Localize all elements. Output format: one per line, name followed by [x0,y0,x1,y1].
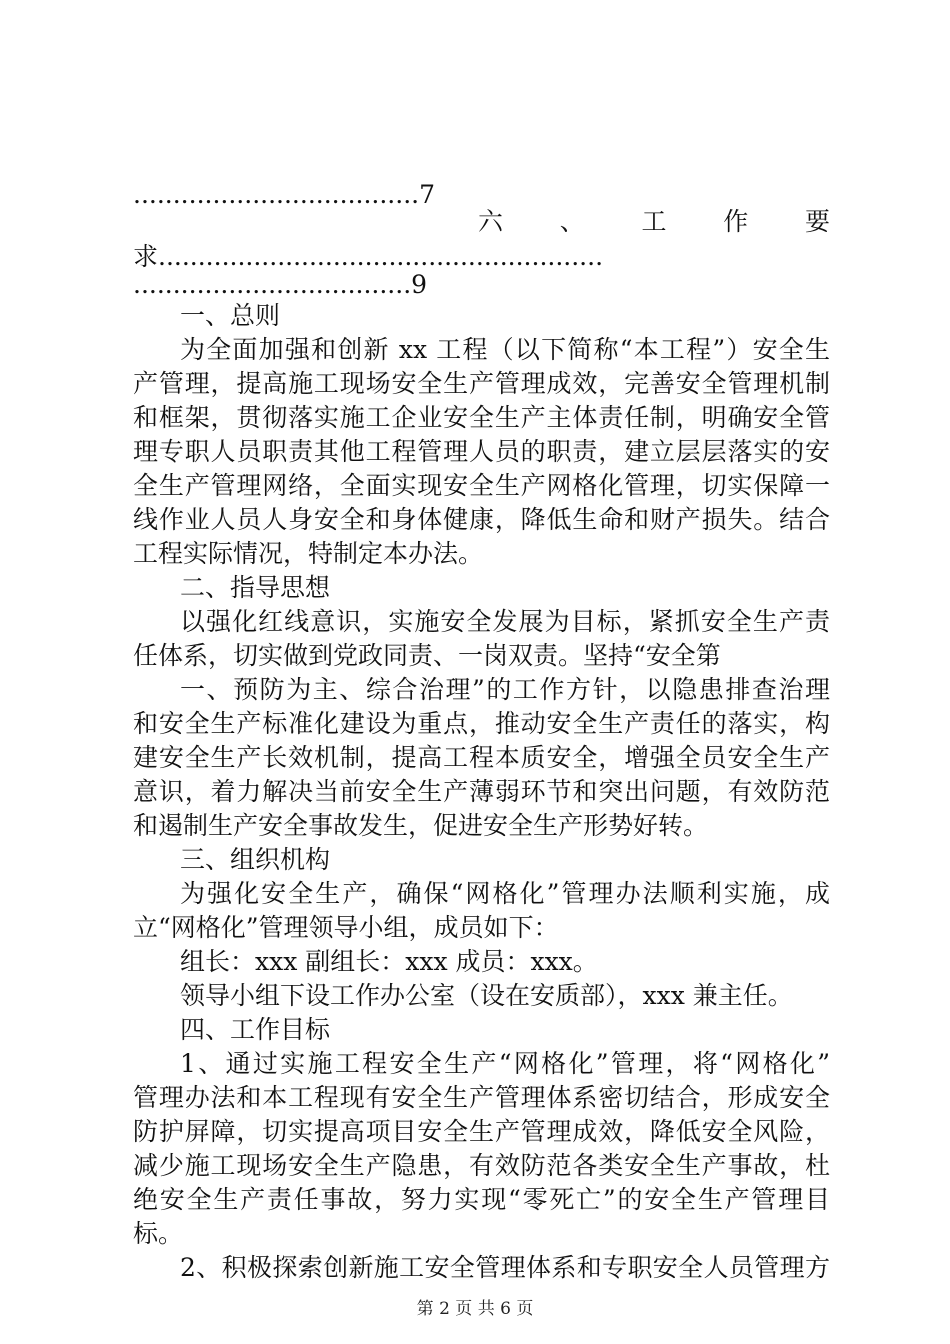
paragraph-line: 建安全生产长效机制，提高工程本质安全，增强全员安全生产 [133,743,830,772]
paragraph-line: 减少施工现场安全生产隐患，有效防范各类安全生产事故，杜 [133,1151,830,1180]
paragraph-line: 任体系，切实做到党政同责、一岗双责。坚持“安全第 [133,641,721,670]
paragraph-line: 防护屏障，切实提高项目安全生产管理成效，降低安全风险， [133,1117,830,1146]
section-heading-organization: 三、组织机构 [180,845,331,874]
toc-line-dots-7: ....................................7 [133,180,435,209]
paragraph-line: 绝安全生产责任事故，努力实现“零死亡”的安全生产管理目 [133,1185,830,1214]
toc-char: 作 [723,207,749,236]
paragraph-line: 标。 [133,1219,184,1248]
paragraph-line: 产管理，提高施工现场安全生产管理成效，完善安全管理机制 [133,369,830,398]
paragraph-line: 领导小组下设工作办公室（设在安质部），xxx 兼主任。 [180,981,793,1010]
paragraph-line: 立“网格化”管理领导小组，成员如下： [133,913,559,942]
paragraph-line: 管理办法和本工程现有安全生产管理体系密切结合，形成安全 [133,1083,830,1112]
toc-char: 六 [478,207,504,236]
paragraph-line: 以强化红线意识，实施安全发展为目标，紧抓安全生产责 [180,607,830,636]
toc-char: 、 [559,207,585,236]
paragraph-line: 和框架，贯彻落实施工企业安全生产主体责任制，明确安全管 [133,403,830,432]
paragraph-line: 意识，着力解决当前安全生产薄弱环节和突出问题，有效防范 [133,777,830,806]
paragraph-line: 为全面加强和创新 xx 工程（以下简称“本工程”）安全生 [180,335,830,364]
paragraph-line: 理专职人员职责其他工程管理人员的职责，建立层层落实的安 [133,437,830,466]
page-footer: 第 2 页 共 6 页 [416,1299,534,1319]
paragraph-line: 一、预防为主、综合治理”的工作方针，以隐患排查治理 [180,675,830,704]
paragraph-line: 和遏制生产安全事故发生，促进安全生产形势好转。 [133,811,709,840]
paragraph-line: 为强化安全生产，确保“网格化”管理办法顺利实施，成 [180,879,830,908]
section-heading-guiding-thought: 二、指导思想 [180,573,331,602]
paragraph-line: 1、通过实施工程安全生产“网格化”管理，将“网格化” [180,1049,830,1078]
toc-char: 要 [804,207,830,236]
paragraph-line: 线作业人员人身安全和身体健康，降低生命和财产损失。结合 [133,505,830,534]
toc-char: 工 [641,207,667,236]
toc-line-work-requirements [478,205,830,239]
paragraph-line: 全生产管理网络，全面实现安全生产网格化管理，切实保障一 [133,471,830,500]
paragraph-line: 和安全生产标准化建设为重点，推动安全生产责任的落实，构 [133,709,830,738]
toc-line-dots-9: ...................................9 [133,270,428,299]
paragraph-line: 组长：xxx 副组长：xxx 成员：xxx。 [180,947,598,976]
paragraph-line: 2、积极探索创新施工安全管理体系和专职安全人员管理方 [180,1253,830,1282]
paragraph-line: 工程实际情况，特制定本办法。 [133,539,484,568]
section-heading-work-goals: 四、工作目标 [180,1015,331,1044]
toc-line-requirements-dots: 求........................................................ [133,242,604,271]
section-heading-general: 一、总则 [180,301,281,330]
